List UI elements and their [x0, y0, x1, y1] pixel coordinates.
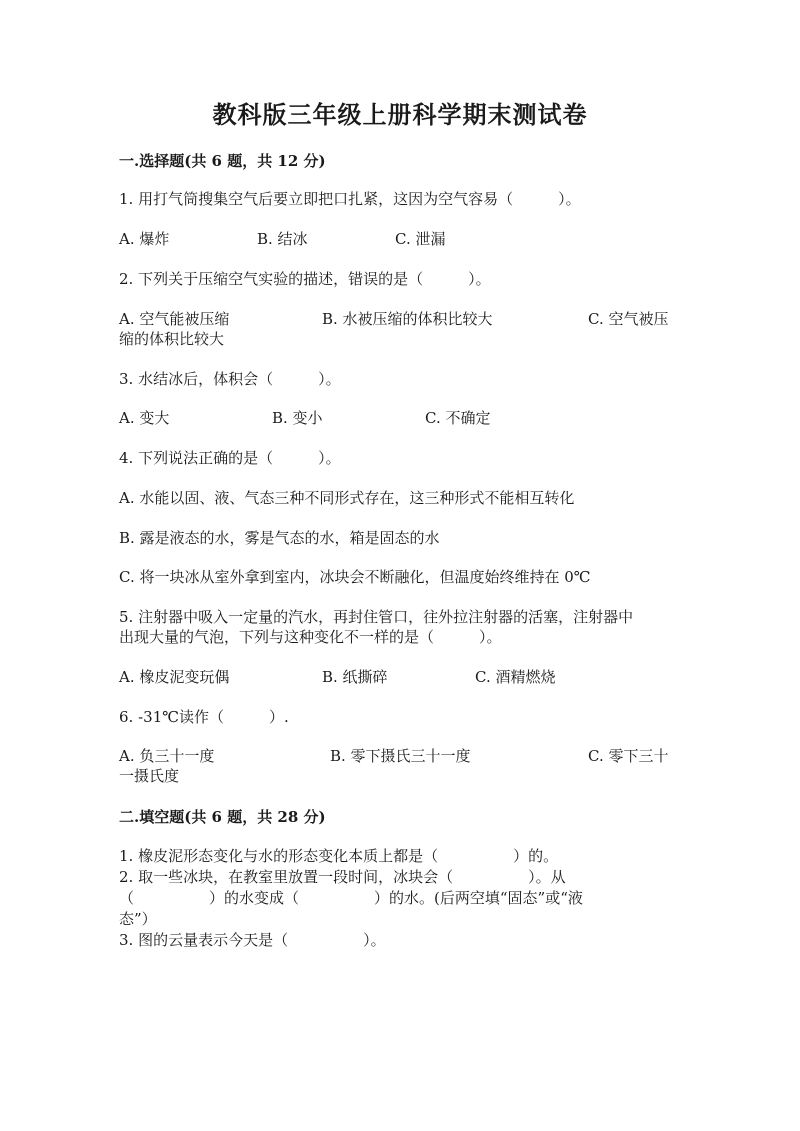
- option-a: A. 变大: [119, 409, 170, 427]
- question-stem: 4. 下列说法正确的是（ ）。: [119, 449, 341, 467]
- question-stem: 2. 下列关于压缩空气实验的描述，错误的是（ ）。: [119, 270, 491, 288]
- option-b: B. 零下摄氏三十一度: [330, 747, 471, 765]
- option-b: B. 露是液态的水，雾是气态的水，箱是固态的水: [119, 529, 440, 547]
- question-stem: 6. -31℃读作（ ）.: [119, 708, 289, 726]
- section-heading-choice: 一.选择题(共 6 题，共 12 分): [119, 152, 326, 170]
- option-b: B. 水被压缩的体积比较大: [322, 310, 493, 328]
- option-a: A. 空气能被压缩: [119, 310, 230, 328]
- question-stem-line1: 5. 注射器中吸入一定量的汽水，再封住管口，往外拉注射器的活塞，注射器中: [119, 608, 634, 626]
- fill-line: （ ）的水变成（ ）的水。(后两空填“固态”或“液: [119, 889, 583, 907]
- fill-line: 1. 橡皮泥形态变化与水的形态变化本质上都是（ ）的。: [119, 847, 559, 865]
- option-a: A. 爆炸: [119, 230, 170, 248]
- fill-line: 态”）: [119, 910, 157, 928]
- page-title: 教科版三年级上册科学期末测试卷: [212, 100, 588, 129]
- question-stem: 3. 水结冰后，体积会（ ）。: [119, 370, 341, 388]
- option-b: B. 变小: [272, 409, 323, 427]
- option-b: B. 结冰: [257, 230, 308, 248]
- fill-line: 2. 取一些冰块，在教室里放置一段时间，冰块会（ ）。从: [119, 868, 566, 886]
- option-c: C. 酒精燃烧: [475, 668, 556, 686]
- option-a: A. 橡皮泥变玩偶: [119, 668, 230, 686]
- option-a: A. 负三十一度: [119, 747, 215, 765]
- question-stem-line2: 出现大量的气泡，下列与这种变化不一样的是（ ）。: [119, 628, 502, 646]
- option-c-continued: 缩的体积比较大: [119, 330, 225, 348]
- option-b: B. 纸撕碎: [322, 668, 388, 686]
- option-c: C. 空气被压: [588, 310, 669, 328]
- option-c-continued: 一摄氏度: [119, 767, 180, 785]
- fill-line: 3. 图的云量表示今天是（ ）。: [119, 931, 386, 949]
- option-c: C. 零下三十: [588, 747, 669, 765]
- question-stem: 1. 用打气筒搜集空气后要立即把口扎紧，这因为空气容易（ ）。: [119, 190, 581, 208]
- option-c: C. 泄漏: [395, 230, 446, 248]
- option-c: C. 不确定: [425, 409, 491, 427]
- section-heading-fill: 二.填空题(共 6 题，共 28 分): [119, 808, 326, 826]
- option-a: A. 水能以固、液、气态三种不同形式存在，这三种形式不能相互转化: [119, 489, 575, 507]
- option-c: C. 将一块冰从室外拿到室内，冰块会不断融化，但温度始终维持在 0℃: [119, 568, 591, 586]
